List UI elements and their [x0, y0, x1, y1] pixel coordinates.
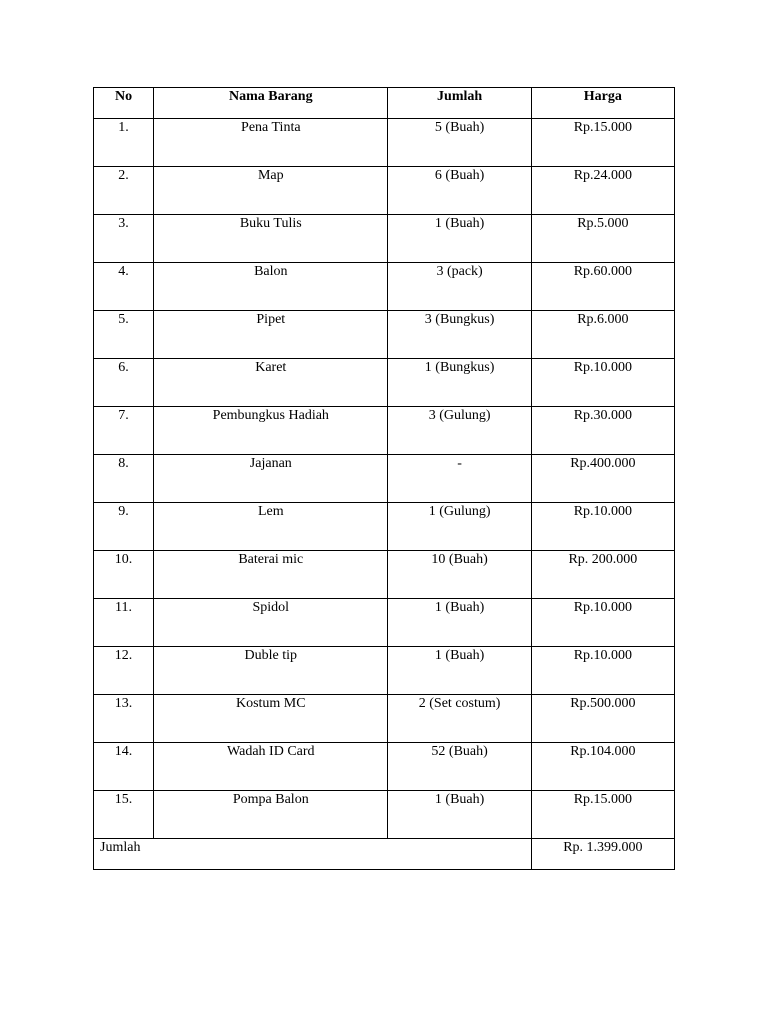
cell-qty: 1 (Gulung) — [388, 503, 531, 551]
header-name: Nama Barang — [154, 88, 388, 119]
cell-name: Jajanan — [154, 455, 388, 503]
table-body — [94, 119, 675, 839]
table-row — [94, 263, 675, 311]
cell-price: Rp.10.000 — [531, 599, 674, 647]
header-qty: Jumlah — [388, 88, 531, 119]
cell-no: 14. — [94, 743, 154, 791]
table-row — [94, 743, 675, 791]
cell-qty: 1 (Buah) — [388, 647, 531, 695]
header-no: No — [94, 88, 154, 119]
cell-qty: 52 (Buah) — [388, 743, 531, 791]
cell-qty: 1 (Bungkus) — [388, 359, 531, 407]
table-row — [94, 119, 675, 167]
items-table — [93, 87, 675, 870]
table-row — [94, 551, 675, 599]
cell-price: Rp.60.000 — [531, 263, 674, 311]
cell-name: Pembungkus Hadiah — [154, 407, 388, 455]
cell-name: Pena Tinta — [154, 119, 388, 167]
cell-qty: 3 (pack) — [388, 263, 531, 311]
cell-price: Rp.15.000 — [531, 791, 674, 839]
cell-no: 8. — [94, 455, 154, 503]
cell-no: 1. — [94, 119, 154, 167]
cell-price: Rp. 200.000 — [531, 551, 674, 599]
cell-name: Baterai mic — [154, 551, 388, 599]
cell-name: Wadah ID Card — [154, 743, 388, 791]
cell-no: 3. — [94, 215, 154, 263]
cell-qty: - — [388, 455, 531, 503]
cell-no: 6. — [94, 359, 154, 407]
cell-qty: 1 (Buah) — [388, 791, 531, 839]
cell-no: 9. — [94, 503, 154, 551]
table-row — [94, 599, 675, 647]
cell-name: Spidol — [154, 599, 388, 647]
table-row — [94, 503, 675, 551]
total-label: Jumlah — [94, 839, 532, 870]
cell-no: 13. — [94, 695, 154, 743]
cell-qty: 2 (Set costum) — [388, 695, 531, 743]
cell-price: Rp.30.000 — [531, 407, 674, 455]
cell-price: Rp.500.000 — [531, 695, 674, 743]
cell-name: Buku Tulis — [154, 215, 388, 263]
cell-name: Duble tip — [154, 647, 388, 695]
cell-name: Karet — [154, 359, 388, 407]
cell-name: Kostum MC — [154, 695, 388, 743]
cell-qty: 10 (Buah) — [388, 551, 531, 599]
cell-qty: 1 (Buah) — [388, 215, 531, 263]
cell-no: 12. — [94, 647, 154, 695]
cell-price: Rp.15.000 — [531, 119, 674, 167]
cell-price: Rp.5.000 — [531, 215, 674, 263]
header-price: Harga — [531, 88, 674, 119]
table-row — [94, 695, 675, 743]
cell-no: 2. — [94, 167, 154, 215]
cell-qty: 3 (Bungkus) — [388, 311, 531, 359]
table-row — [94, 311, 675, 359]
total-row — [94, 839, 675, 870]
table-row — [94, 791, 675, 839]
cell-price: Rp.10.000 — [531, 359, 674, 407]
table-row — [94, 407, 675, 455]
cell-qty: 6 (Buah) — [388, 167, 531, 215]
cell-no: 7. — [94, 407, 154, 455]
cell-no: 10. — [94, 551, 154, 599]
cell-no: 15. — [94, 791, 154, 839]
cell-price: Rp.24.000 — [531, 167, 674, 215]
table-row — [94, 647, 675, 695]
cell-price: Rp.10.000 — [531, 503, 674, 551]
cell-no: 5. — [94, 311, 154, 359]
cell-name: Pompa Balon — [154, 791, 388, 839]
cell-name: Lem — [154, 503, 388, 551]
table-row — [94, 215, 675, 263]
cell-qty: 1 (Buah) — [388, 599, 531, 647]
cell-price: Rp.10.000 — [531, 647, 674, 695]
cell-name: Pipet — [154, 311, 388, 359]
cell-price: Rp.104.000 — [531, 743, 674, 791]
cell-price: Rp.400.000 — [531, 455, 674, 503]
table-row — [94, 455, 675, 503]
cell-qty: 3 (Gulung) — [388, 407, 531, 455]
table-row — [94, 359, 675, 407]
table-header-row — [94, 88, 675, 119]
total-value: Rp. 1.399.000 — [531, 839, 674, 870]
cell-no: 11. — [94, 599, 154, 647]
table-row — [94, 167, 675, 215]
cell-name: Map — [154, 167, 388, 215]
cell-qty: 5 (Buah) — [388, 119, 531, 167]
cell-no: 4. — [94, 263, 154, 311]
cell-price: Rp.6.000 — [531, 311, 674, 359]
cell-name: Balon — [154, 263, 388, 311]
